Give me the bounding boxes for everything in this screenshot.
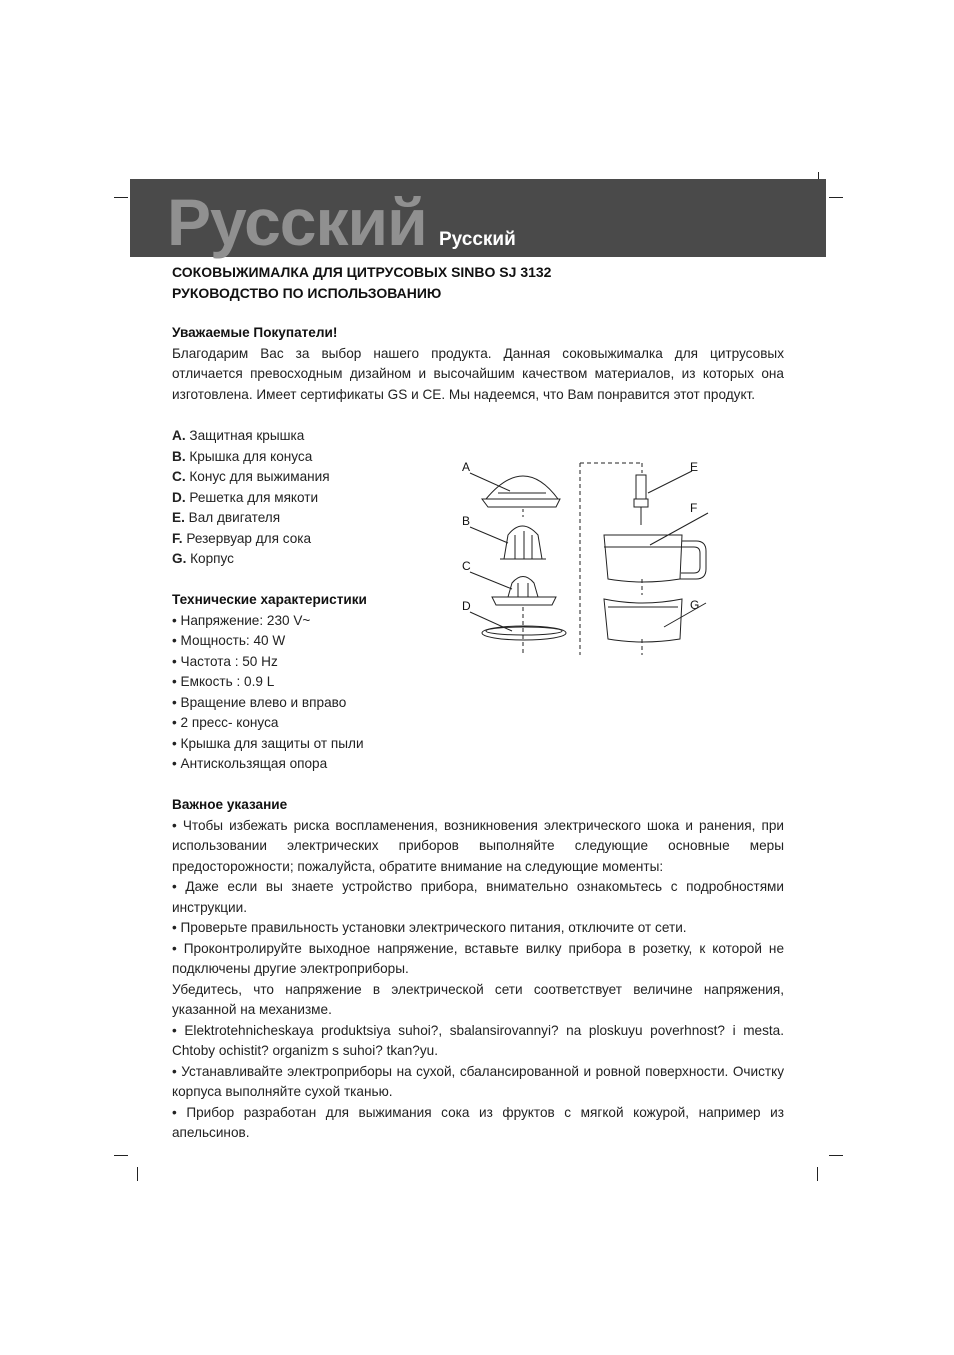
notice-paragraph: • Elektrotehnicheskaya produktsiya suhoi?, sbalansirovannyi? na ploskuyu poverhnost? i mesta. Chtoby ochistit? organizm s suhoi? tkan?yu. <box>172 1022 784 1058</box>
diagram-label-a: A <box>462 460 471 474</box>
crop-mark <box>114 197 128 198</box>
crop-mark <box>817 1167 818 1181</box>
diagram-label-e: E <box>690 460 699 474</box>
notice-paragraph: • Чтобы избежать риска воспламенения, возникновения электрического шока и ранения, при использовании электрических приборов выполняйте следующие основные меры предосторожности; пожалуйста, обратите внимание на следующие моменты: <box>172 817 784 874</box>
protective-cover-drawing <box>482 476 560 507</box>
crop-mark <box>829 197 843 198</box>
parts-list-item: E. Вал двигателя <box>172 510 281 525</box>
spec-item: • Вращение влево и вправо <box>172 694 347 710</box>
parts-list-item: B. Крышка для конуса <box>172 448 313 464</box>
notice-section <box>172 795 784 1144</box>
header-language-watermark: Русский <box>167 185 427 259</box>
motor-shaft-drawing <box>634 475 648 525</box>
pulp-strainer-drawing <box>482 626 566 640</box>
spec-item: • Емкость : 0.9 L <box>172 674 275 689</box>
diagram-label-g: G <box>690 598 700 612</box>
notice-paragraph: • Проверьте правильность установки электрического питания, отключите от сети. <box>172 920 687 935</box>
specs-section <box>172 590 432 775</box>
intro-section <box>172 323 784 405</box>
spec-item: • 2 пресс- конуса <box>172 715 279 730</box>
juicer-parts-diagram <box>452 455 724 665</box>
notice-paragraph: Убедитесь, что напряжение в электрической сети соответствует величине напряжения, указанной на механизме. <box>172 981 784 1017</box>
notice-paragraph: • Прибор разработан для выжимания сока из фруктов с мягкой кожурой, например из апельсинов. <box>172 1104 784 1140</box>
diagram-label-f: F <box>690 501 698 515</box>
parts-list <box>172 426 432 570</box>
diagram-label-b: B <box>462 514 471 528</box>
spec-item: • Напряжение: 230 V~ <box>172 612 311 628</box>
specs-heading: Технические характеристики <box>172 592 367 607</box>
press-cone-drawing <box>492 577 556 606</box>
diagram-label-d: D <box>462 599 471 613</box>
crop-mark <box>829 1155 843 1156</box>
spec-item: • Частота : 50 Hz <box>172 653 278 669</box>
crop-mark <box>114 1155 128 1156</box>
doc-title-manual: РУКОВОДСТВО ПО ИСПОЛЬЗОВАНИЮ <box>172 285 442 301</box>
parts-list-item: A. Защитная крышка <box>172 428 305 443</box>
notice-heading: Важное указание <box>172 797 288 812</box>
parts-list-item: C. Конус для выжимания <box>172 469 330 484</box>
motor-base-drawing <box>604 599 682 642</box>
intro-text: Благодарим Вас за выбор нашего продукта. Данная соковыжималка для цитрусовых отличается превосходным дизайном и высочайшим качеством материалов, из которых она изготовлена. Имеет сертификаты GS и CE. Мы надеемся, что Вам понравится этот продукт. <box>172 345 784 402</box>
doc-title-product: СОКОВЫЖИМАЛКА ДЛЯ ЦИТРУСОВЫХ SINBO SJ 3132 <box>172 264 552 280</box>
notice-paragraph: • Даже если вы знаете устройство прибора, внимательно ознакомьтесь с подробностями инструкции. <box>172 879 784 915</box>
spec-item: • Антискользящая опора <box>172 756 328 771</box>
notice-paragraph: • Устанавливайте электроприборы на сухой, сбалансированной и ровной поверхности. Очистку корпуса выполняйте сухой тканью. <box>172 1063 784 1099</box>
diagram-label-c: C <box>462 559 471 573</box>
parts-list-item: G. Корпус <box>172 551 234 566</box>
parts-list-item: D. Решетка для мякоти <box>172 489 319 505</box>
intro-heading: Уважаемые Покупатели! <box>172 325 338 340</box>
spec-item: • Мощность: 40 W <box>172 633 286 648</box>
spec-item: • Крышка для защиты от пыли <box>172 735 364 751</box>
notice-paragraph: • Проконтролируйте выходное напряжение, вставьте вилку прибора в розетку, к которой не подключены другие электроприборы. <box>172 940 784 976</box>
parts-list-item: F. Резервуар для сока <box>172 530 312 546</box>
header-language-title: Русский <box>439 229 516 250</box>
crop-mark <box>137 1167 138 1181</box>
